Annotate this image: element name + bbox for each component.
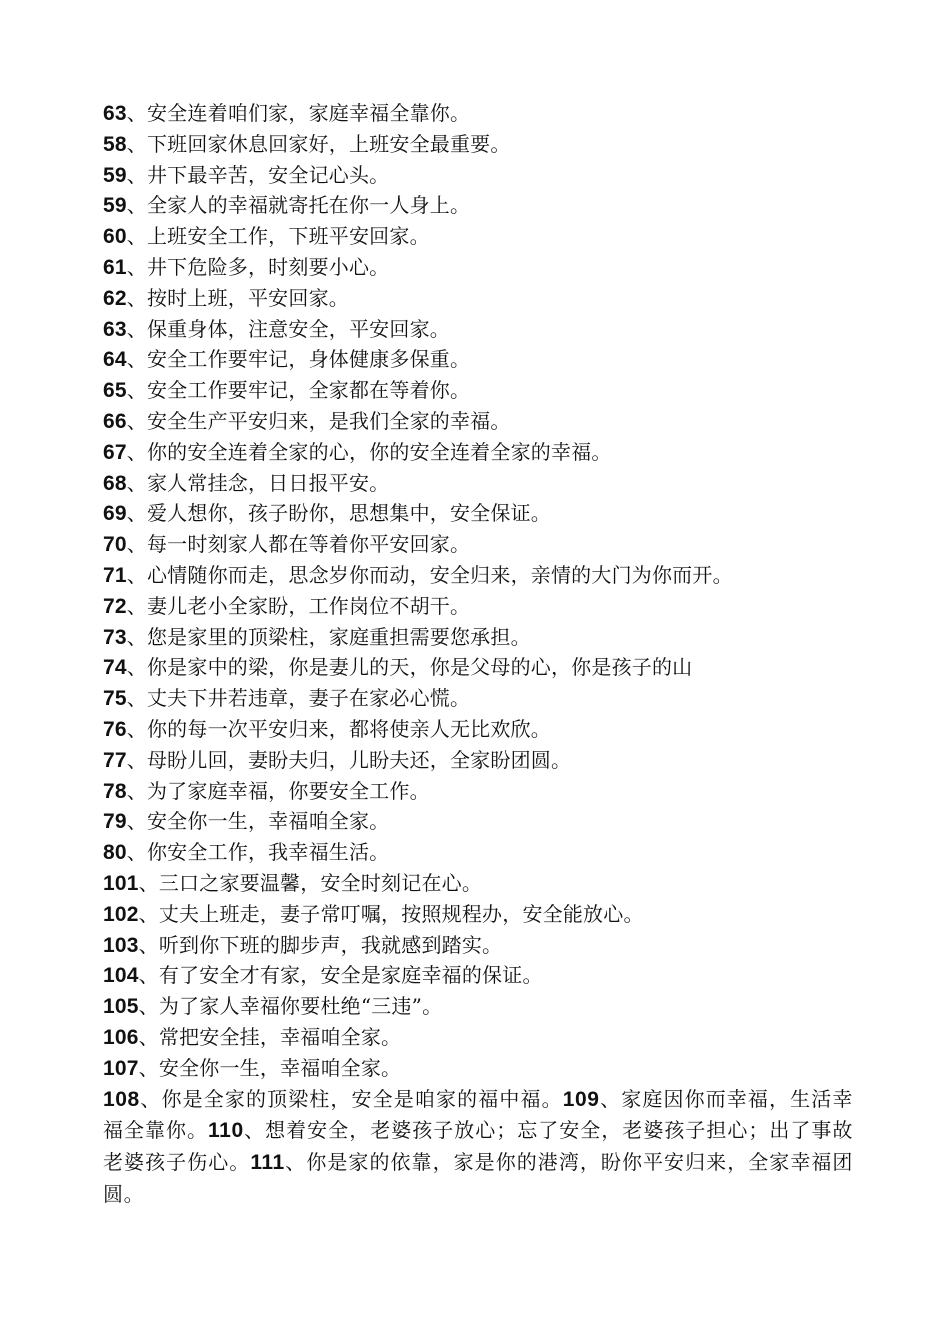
slogan-line: [103, 930, 853, 961]
slogan-number: 106: [103, 1025, 139, 1049]
slogan-number: 63: [103, 102, 127, 125]
slogan-number: 102: [103, 902, 139, 926]
slogan-text: 、家庭因你而幸福，生活幸福全靠你。: [103, 1086, 853, 1143]
slogan-line: [103, 776, 853, 807]
slogan-text: 、母盼儿回，妻盼夫归，儿盼夫还，全家盼团圆。: [126, 747, 572, 772]
slogan-number: 78: [103, 779, 127, 803]
slogan-text: 、安全你一生，幸福咱全家。: [138, 1055, 402, 1080]
slogan-line: [103, 190, 853, 221]
slogan-number: 64: [103, 348, 127, 372]
slogan-number: 105: [103, 995, 139, 1019]
slogan-text: 、全家人的幸福就寄托在你一人身上。: [126, 193, 471, 218]
slogan-line: [103, 714, 853, 745]
slogan-line: [103, 652, 853, 683]
slogan-text: 、安全工作要牢记，身体健康多保重。: [126, 347, 471, 372]
slogan-line: [103, 344, 853, 375]
slogan-line: [103, 221, 853, 252]
slogan-number: 79: [103, 810, 127, 834]
slogan-line: [103, 683, 853, 714]
slogan-text: 、井下最辛苦，安全记心头。: [126, 162, 390, 187]
slogan-number: 70: [103, 533, 127, 557]
slogan-text: 、为了家人幸福你要杜绝“三违”。: [138, 994, 443, 1019]
slogan-number: 111: [250, 1151, 285, 1175]
slogan-line: [103, 1022, 853, 1053]
slogan-number: 108: [103, 1087, 140, 1111]
slogan-text: 、你的每一次平安归来，都将使亲人无比欢欣。: [126, 716, 551, 741]
slogan-text: 、为了家庭幸福，你要安全工作。: [126, 778, 430, 803]
slogan-line: [103, 960, 853, 991]
slogan-line: [103, 406, 853, 437]
slogan-number: 72: [103, 594, 127, 618]
slogan-number: 80: [103, 841, 127, 865]
slogan-line: [103, 98, 853, 129]
slogan-text: 、安全连着咱们家，家庭幸福全靠你。: [126, 101, 471, 125]
slogan-line: [103, 129, 853, 160]
slogan-line: [103, 252, 853, 283]
slogan-number: 109: [562, 1087, 600, 1111]
slogan-line: [103, 591, 853, 622]
slogan-number: 63: [103, 317, 127, 341]
slogan-line: [103, 468, 853, 499]
slogan-text: 、每一时刻家人都在等着你平安回家。: [126, 532, 471, 557]
slogan-line: [103, 160, 853, 191]
slogan-number: 62: [103, 286, 127, 310]
slogan-line: [103, 622, 853, 653]
slogan-text: 、安全生产平安归来，是我们全家的幸福。: [126, 408, 511, 433]
slogan-number: 103: [103, 933, 139, 957]
slogan-number: 76: [103, 717, 127, 741]
slogan-number: 60: [103, 225, 127, 249]
slogan-text: 、有了安全才有家，安全是家庭幸福的保证。: [138, 963, 543, 988]
slogan-text: 、三口之家要温馨，安全时刻记在心。: [138, 870, 483, 895]
slogan-text: 、您是家里的顶梁柱，家庭重担需要您承担。: [126, 624, 531, 649]
slogan-text: 、常把安全挂，幸福咱全家。: [138, 1024, 402, 1049]
slogan-number: 58: [103, 132, 127, 156]
slogan-text: 、井下危险多，时刻要小心。: [126, 254, 390, 279]
slogan-number: 73: [103, 625, 127, 649]
slogan-line: [103, 283, 853, 314]
slogan-text: 、爱人想你，孩子盼你，思想集中，安全保证。: [126, 501, 551, 526]
slogan-text: 、安全你一生，幸福咱全家。: [126, 809, 390, 834]
slogan-number: 59: [103, 163, 127, 187]
slogan-text: 、保重身体，注意安全，平安回家。: [126, 316, 450, 341]
slogan-text: 、你安全工作，我幸福生活。: [126, 840, 390, 865]
slogan-text: 、安全工作要牢记，全家都在等着你。: [126, 378, 471, 403]
slogan-number: 61: [103, 255, 127, 279]
slogan-text: 、丈夫上班走，妻子常叮嘱，按照规程办，安全能放心。: [138, 901, 644, 926]
slogan-line: [103, 868, 853, 899]
slogan-number: 74: [103, 656, 127, 680]
slogan-line: [103, 991, 853, 1022]
slogan-number: 71: [103, 563, 127, 587]
slogan-number: 107: [103, 1056, 139, 1080]
document-page: [103, 98, 853, 1210]
slogan-text: 、家人常挂念，日日报平安。: [126, 470, 390, 495]
slogan-line: [103, 806, 853, 837]
slogan-text: 、你的安全连着全家的心，你的安全连着全家的幸福。: [126, 439, 612, 464]
slogan-line: [103, 837, 853, 868]
slogan-number: 101: [103, 871, 139, 895]
slogan-line: [103, 745, 853, 776]
slogan-number: 67: [103, 440, 127, 464]
slogan-number: 110: [208, 1119, 244, 1143]
slogan-text: 、心情随你而走，思念岁你而动，安全归来，亲情的大门为你而开。: [126, 562, 733, 587]
slogan-list: [103, 98, 853, 1084]
slogan-text: 、想着安全，老婆孩子放心；忘了安全，老婆孩子担心；出了事故老婆孩子伤心。: [103, 1118, 853, 1175]
slogan-number: 66: [103, 409, 127, 433]
slogan-text: 、你是全家的顶梁柱，安全是咱家的福中福。: [139, 1086, 563, 1111]
slogan-number: 59: [103, 194, 127, 218]
slogan-text: 、下班回家休息回家好，上班安全最重要。: [126, 131, 511, 156]
slogan-line: [103, 314, 853, 345]
slogan-line: [103, 375, 853, 406]
slogan-line: [103, 560, 853, 591]
slogan-line: [103, 437, 853, 468]
slogan-number: 65: [103, 379, 127, 403]
slogan-text: 、丈夫下井若违章，妻子在家必心慌。: [126, 686, 471, 711]
slogan-number: 69: [103, 502, 127, 526]
slogan-number: 77: [103, 748, 127, 772]
slogan-text: 、听到你下班的脚步声，我就感到踏实。: [138, 932, 503, 957]
slogan-text: 、按时上班，平安回家。: [126, 285, 349, 310]
slogan-number: 68: [103, 471, 127, 495]
slogan-text: 、妻儿老小全家盼，工作岗位不胡干。: [126, 593, 471, 618]
slogan-text: 、你是家中的梁，你是妻儿的天，你是父母的心，你是孩子的山: [126, 655, 693, 680]
slogan-line: [103, 529, 853, 560]
slogan-text: 、上班安全工作，下班平安回家。: [126, 224, 430, 249]
slogan-line: [103, 498, 853, 529]
slogan-number: 104: [103, 964, 139, 988]
slogan-line: [103, 899, 853, 930]
slogan-paragraph: [103, 1084, 853, 1210]
slogan-number: 75: [103, 687, 127, 711]
slogan-line: [103, 1053, 853, 1084]
slogan-text: 、你是家的依靠，家是你的港湾，盼你平安归来，全家幸福团圆。: [103, 1150, 854, 1206]
